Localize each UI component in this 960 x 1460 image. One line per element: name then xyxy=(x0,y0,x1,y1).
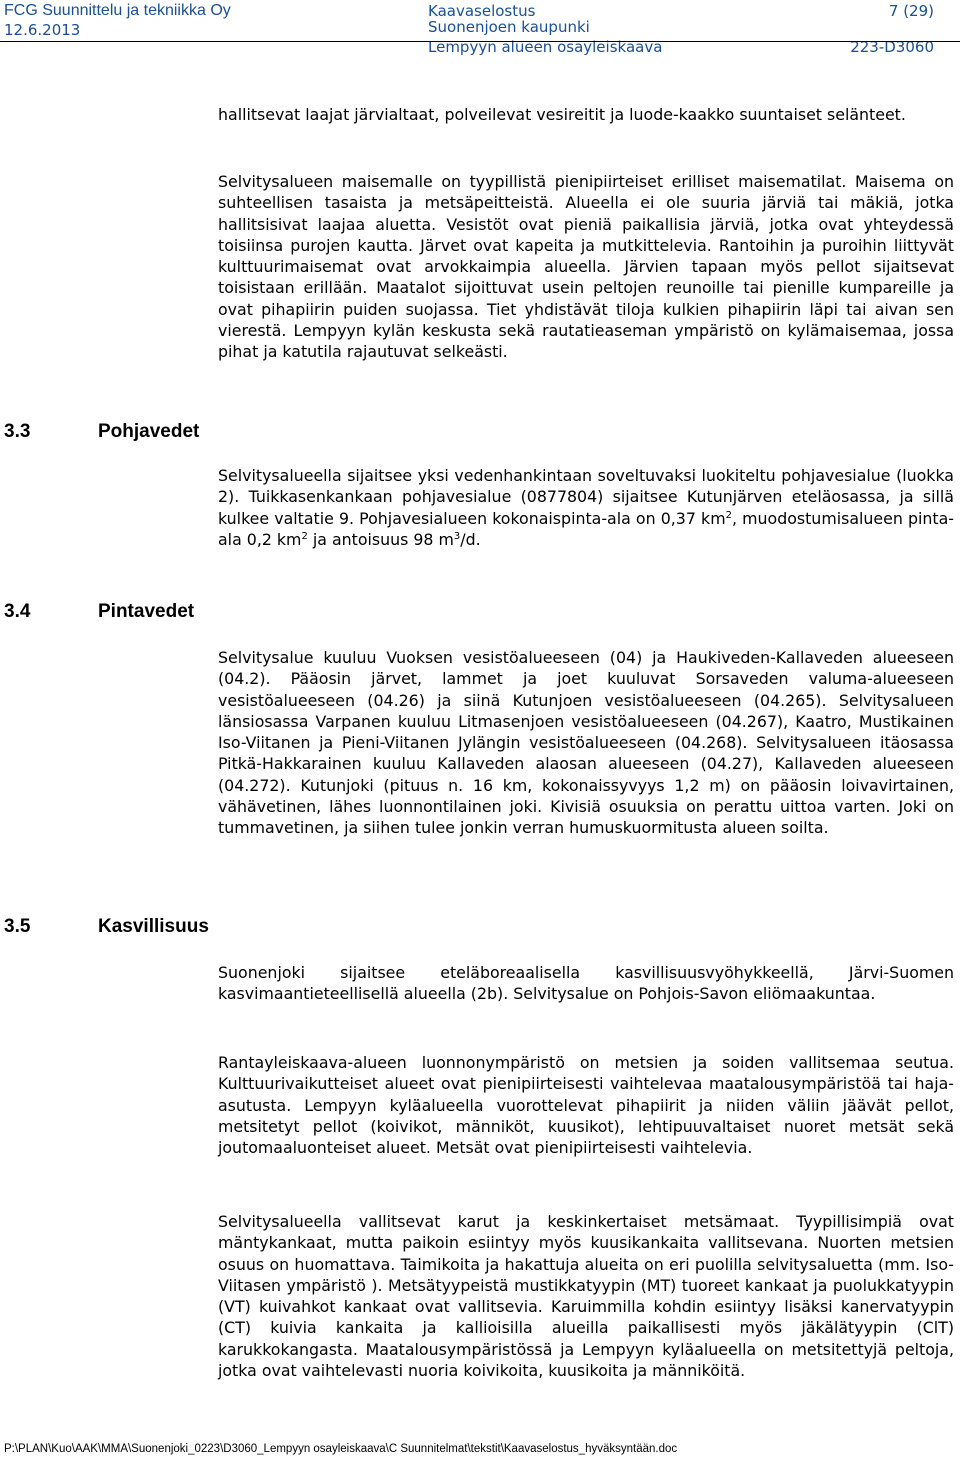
paragraph-landscape-intro: hallitsevat laajat järvialtaat, polveilevat vesireitit ja luode-kaakko suuntaiset selänteet. xyxy=(218,105,906,124)
paragraph-vegetation-zone: Suonenjoki sijaitsee eteläboreaalisella kasvillisuusvyöhykkeellä, Järvi-Suomen kasvimaantieteellisellä alueella (2b). Selvitysalue on Pohjois-Savon eliömaakuntaa. xyxy=(218,963,954,1004)
section-title: Pohjavedet xyxy=(98,421,200,442)
groundwater-text-2: , muodostumisalueen pinta-ala 0,2 km xyxy=(218,508,954,549)
superscript: 2 xyxy=(725,509,732,521)
paragraph-forest-types: Selvitysalueella vallitsevat karut ja keskinkertaiset metsämaat. Tyypillisimpiä ovat mäntykankaat, mutta paikoin esiintyy myös kuusikankaita vallitsevana. Nuorten metsien osuus on huomattava. Taimikoita ja hakattuja alueita on eri puolilla selvitysaluetta (mm. Iso-Viitasen ympäristö ). Metsätyypeistä mustikkatyypin (MT) tuoreet kankaat ja puolukkatyypin (VT) kuivahkot kankaat ovat vallitsevia. Karuimmilla kohdin esiintyy lisäksi kanervatyypin (CT) kuivia kankaita ja kallioisilla alueilla paikallisesti myös jäkälätyypin (ClT) karukkokangasta. Maatalousympäristössä ja Lempyyn kyläalueella on metsitettyjä peltoja, jotka ovat vaihtelevasti nuoria koivikoita, kuusikoita ja männiköitä. xyxy=(218,1212,954,1381)
groundwater-text-4: /d. xyxy=(460,529,481,549)
section-heading-kasvillisuus xyxy=(4,916,209,938)
groundwater-text-3: ja antoisuus 98 m xyxy=(307,529,454,549)
company-name: FCG Suunnittelu ja tekniikka Oy xyxy=(4,2,231,19)
section-number: 3.4 xyxy=(4,601,31,622)
paragraph-natural-environment: Rantayleiskaava-alueen luonnonympäristö on metsien ja soiden vallitsemaa seutua. Kulttuurivaikutteiset alueet ovat pienipiirteisesti vaihtelevaa maatalousympäristöä tai haja-asutusta. Lempyyn kyläalueella vuorottelevat pihapiirit ja niiden väliin jäävät pellot, metsitetyt pellot (koivikot, männiköt, kuusikot), lehtipuuvaltaiset nuoret metsät sekä joutomaaluonteiset alueet. Metsät ovat pienipiirteisesti vaihtelevia. xyxy=(218,1053,954,1158)
groundwater-text-1: Selvitysalueella sijaitsee yksi vedenhankintaan soveltuvaksi luokiteltu pohjavesialue (luokka 2). Tuikkasenkankaan pohjavesialue (0877804) sijaitsee Kutunjärven eteläosassa, ja sillä kulkee valtatie 9. Pohjavesialueen kokonaispinta-ala on 0,37 km xyxy=(218,466,954,528)
superscript: 2 xyxy=(301,530,308,542)
paragraph-groundwater xyxy=(218,465,954,550)
header-divider xyxy=(0,41,960,42)
section-number: 3.5 xyxy=(4,916,31,937)
page-number: 7 (29) xyxy=(888,2,934,20)
paragraph-surface-water: Selvitysalue kuuluu Vuoksen vesistöalueeseen (04) ja Haukiveden-Kallaveden alueeseen (04.2). Pääosin järvet, lammet ja joet kuuluvat Sorsaveden valuma-alueeseen vesistöalueeseen (04.26) ja siinä Kutunjoen vesistöalueeseen (04.265). Selvitysalueen länsiosassa Varpanen kuuluu Litmasenjoen vesistöalueeseen (04.267), Kaatro, Mustikainen Iso-Viitanen ja Pieni-Viitanen Jylängin vesistöalueeseen (04.268). Selvitysalueen itäosassa Pitkä-Hakkarainen kuuluu Kallaveden alaosan alueeseen (04.27), Kallaveden alueeseen (04.272). Kutunjoki (pituus n. 16 km, kokonaissyvyys 1,2 m) on pääosin loivavirtainen, vähävetinen, lähes luonnontilainen joki. Kivisiä osuuksia on perattu uittoa varten. Joki on tummavetinen, ja siihen tulee jonkin verran humuskuormitusta alueen soilta. xyxy=(218,648,954,838)
section-heading-pintavedet xyxy=(4,601,194,623)
plan-name: Lempyyn alueen osayleiskaava xyxy=(428,38,663,56)
section-title: Pintavedet xyxy=(98,601,195,622)
document-date: 12.6.2013 xyxy=(4,21,81,39)
document-type: Kaavaselostus xyxy=(428,2,536,20)
section-title: Kasvillisuus xyxy=(98,916,209,937)
superscript: 3 xyxy=(453,530,461,542)
footer-file-path: P:\PLAN\Kuo\AAK\MMA\Suonenjoki_0223\D3060_Lempyyn osayleiskaava\C Suunnitelmat\tekstit\Kaavaselostus_hyväksyntään.doc xyxy=(4,1443,678,1455)
client-name: Suonenjoen kaupunki xyxy=(428,18,590,36)
project-code: 223-D3060 xyxy=(850,38,934,56)
paragraph-landscape: Selvitysalueen maisemalle on tyypillistä pienipiirteiset erilliset maisematilat. Maisema on suhteellisen tasaista ja metsäpeitteistä. Alueella ei ole suuria järviä tai mäkiä, jotka hallitsisivat laajaa aluetta. Vesistöt ovat pieniä paikallisia järviä, jotka ovat yhteydessä toisiinsa purojen kautta. Järvet ovat kapeita ja mutkittelevia. Rantoihin ja puroihin liittyvät kulttuurimaisemat ovat arvokkaimpia alueella. Järvien tapaan myös pellot sijaitsevat toisistaan erillään. Maatalot sijoittuvat usein peltojen reunoille tai pienille kumpareille ja ovat pihapiirin puiden suojassa. Tiet yhdistävät tiloja kulkien pihapiirin läpi tai aivan sen vierestä. Lempyyn kylän keskusta sekä rautatieaseman ympäristö on kylämaisemaa, jossa pihat ja katutila rajautuvat selkeästi. xyxy=(218,172,954,362)
section-heading-pohjavedet xyxy=(4,421,199,443)
section-number: 3.3 xyxy=(4,421,31,442)
